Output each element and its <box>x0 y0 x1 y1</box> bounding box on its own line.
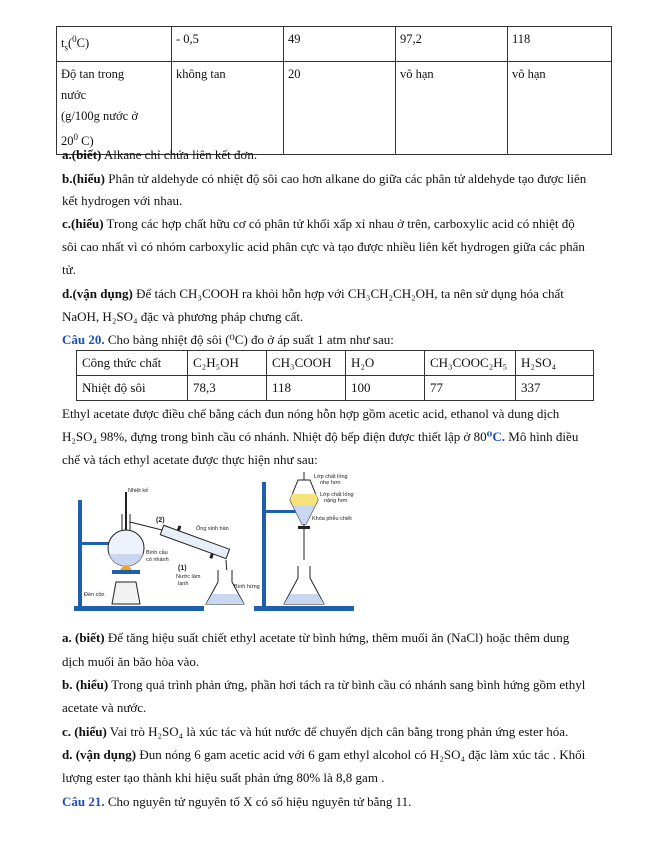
table-cell: H₂SO₄ <box>516 351 594 376</box>
alcohol-lamp-icon <box>112 582 140 604</box>
table-cell: 77 <box>425 376 516 401</box>
svg-text:Bình cầu: Bình cầu <box>146 550 168 556</box>
properties-table <box>56 26 612 155</box>
table-row: $t_s(^0C)$ - 0,5 49 97,2 118 <box>57 27 612 62</box>
table-cell: Công thức chất <box>77 351 188 376</box>
table-cell: H₂O <box>346 351 425 376</box>
table-row: Độ tan trong nước (g/100g nước ở $20^0$ C) không tan 20 vô hạn vô hạn <box>57 61 612 154</box>
svg-text:Bình hứng: Bình hứng <box>234 584 260 590</box>
svg-text:có nhánh: có nhánh <box>146 557 169 563</box>
q20-d: d. (vận dụng) Đun nóng 6 gam acetic acid với 6 gam ethyl alcohol có H₂SO₄ đặc làm xúc tác . Khối <box>62 747 586 762</box>
stand-base-left <box>74 606 204 611</box>
svg-text:Nước làm: Nước làm <box>176 574 201 580</box>
svg-text:Lớp chất lỏng: Lớp chất lỏng <box>320 492 354 498</box>
q20-c: c. (hiểu) Vai trò H₂SO₄ là xúc tác và hút nước để chuyển dịch cân bằng trong phản ứng ester hóa. <box>62 724 569 739</box>
q19-a: a.(biết) Alkane chỉ chứa liên kết đơn. <box>62 147 258 162</box>
table-cell: 100 <box>346 376 425 401</box>
apparatus-diagram <box>66 470 366 620</box>
svg-text:Nhiệt kế: Nhiệt kế <box>128 488 149 494</box>
boiling-point-table <box>76 350 594 401</box>
table-cell: 78,3 <box>188 376 267 401</box>
svg-text:(2): (2) <box>156 517 165 524</box>
stand-rod-right <box>262 482 266 608</box>
table-cell: CH₃COOH <box>267 351 346 376</box>
q19-d: d.(vận dụng) Để tách CH₃COOH ra khỏi hỗn hợp với CH₃CH₂CH₂OH, ta nên sử dụng hóa chất <box>62 286 564 301</box>
q19-b: b.(hiểu) Phân tử aldehyde có nhiệt độ sôi cao hơn alkane do giữa các phân tử aldehyde tạo được liên <box>62 171 587 186</box>
q21-intro: Câu 21. Cho nguyên tử nguyên tố X có số hiệu nguyên tử bằng 11. <box>62 794 412 809</box>
svg-text:nhẹ hơn: nhẹ hơn <box>320 480 341 486</box>
svg-text:nặng hơn: nặng hơn <box>324 498 348 504</box>
table-cell: C₂H₅OH <box>188 351 267 376</box>
svg-text:(1): (1) <box>178 565 187 572</box>
table-cell: 118 <box>267 376 346 401</box>
table-cell: 337 <box>516 376 594 401</box>
table-cell: CH₃COOC₂H₅ <box>425 351 516 376</box>
svg-text:Lớp chất lỏng: Lớp chất lỏng <box>314 474 348 480</box>
table-row <box>77 351 594 376</box>
svg-text:Ống sinh hàn: Ống sinh hàn <box>196 526 229 532</box>
table-cell: Nhiệt độ sôi <box>77 376 188 401</box>
q20-a: a. (biết) Để tăng hiệu suất chiết ethyl acetate từ bình hứng, thêm muối ăn (NaCl) hoặc thêm dung <box>62 630 570 645</box>
stand-rod-left <box>78 500 82 608</box>
q20-intro: Câu 20. Cho bảng nhiệt độ sôi (⁰C) đo ở áp suất 1 atm như sau: <box>62 332 394 347</box>
svg-text:lạnh: lạnh <box>178 581 189 587</box>
document-page: $t_s(^0C)$ - 0,5 49 97,2 118 Độ tan trong nước (g/100g nước ở $20^0$ C) không tan 20 vô hạn vô hạn a.(biết) Alkane chỉ chứa liên kết đơn. b.(hiểu) Phân tử aldehyde có nhiệt độ sôi cao hơn alkane do giữa các phân tử aldehyde tạo được liên kết hydrogen với nhau. c.(hiểu) Trong các hợp chất hữu cơ có phân tử khối xấp xỉ nhau ở trên, carboxylic acid có nhiệt độ sôi cao nhất vì có nhóm carboxylic acid phân cực và tạo được nhiều liên kết hydrogen giữa các phân tử. d.(vận dụng) Để tách CH₃COOH ra khỏi hỗn hợp với CH₃CH₂CH₂OH, ta nên sử dụng hóa chất NaOH, H₂SO₄ đặc và phương pháp chưng cất. Câu 20. Cho bảng nhiệt độ sôi (⁰C) đo ở áp suất 1 atm như sau: Công thức chất C₂H₅OH CH₃COOH H₂O CH₃COOC₂H₅ H₂SO₄ Nhiệt độ sôi 78,3 118 100 77 337 Ethyl acetate được điều chế bằng cách đun nóng hỗn hợp gồm acetic acid, ethanol và dung dịch H₂SO₄ 98%, đựng trong bình cầu có nhánh. Nhiệt độ bếp điện được thiết lập ở 80⁰C. Mô hình điều chế và tách ethyl acetate được thực hiện như sau: Nhiệt kế (2) Ống sinh hàn Bình cầu có nhánh (1) Nước làm lạnh Bình hứng Đèn cồn Lớp chất lỏng nhẹ hơn Lớp chất lỏng nặng hơn Khóa phễu chiết a. (biết) Để tăng hiệu suất chiết ethyl acetate từ bình hứng, thêm muối ăn (NaCl) hoặc thêm dung dịch muối ăn bão hòa vào. b. (hiểu) Trong quá trình phản ứng, phần hơi tách ra từ bình cầu có nhánh sang bình hứng gồm ethyl acetate và nước. c. (hiểu) Vai trò H₂SO₄ là xúc tác và hút nước để chuyển dịch cân bằng trong phản ứng ester hóa. d. (vận dụng) Đun nóng 6 gam acetic acid với 6 gam ethyl alcohol có H₂SO₄ đặc làm xúc tác . Khối lượng ester tạo thành khi hiệu suất phản ứng 80% là 8,8 gam . Câu 21. Cho nguyên tử nguyên tố X có số hiệu nguyên tử bằng 11. <box>0 0 666 852</box>
q19-c: c.(hiểu) Trong các hợp chất hữu cơ có phân tử khối xấp xỉ nhau ở trên, carboxylic acid có nhiệt độ <box>62 216 575 231</box>
table-row <box>77 376 594 401</box>
svg-text:Khóa phễu chiết: Khóa phễu chiết <box>312 516 352 522</box>
q20-b: b. (hiểu) Trong quá trình phản ứng, phần hơi tách ra từ bình cầu có nhánh sang bình hứng gồm ethyl <box>62 677 586 692</box>
svg-text:Đèn cồn: Đèn cồn <box>84 592 105 598</box>
stand-base-right <box>254 606 354 611</box>
